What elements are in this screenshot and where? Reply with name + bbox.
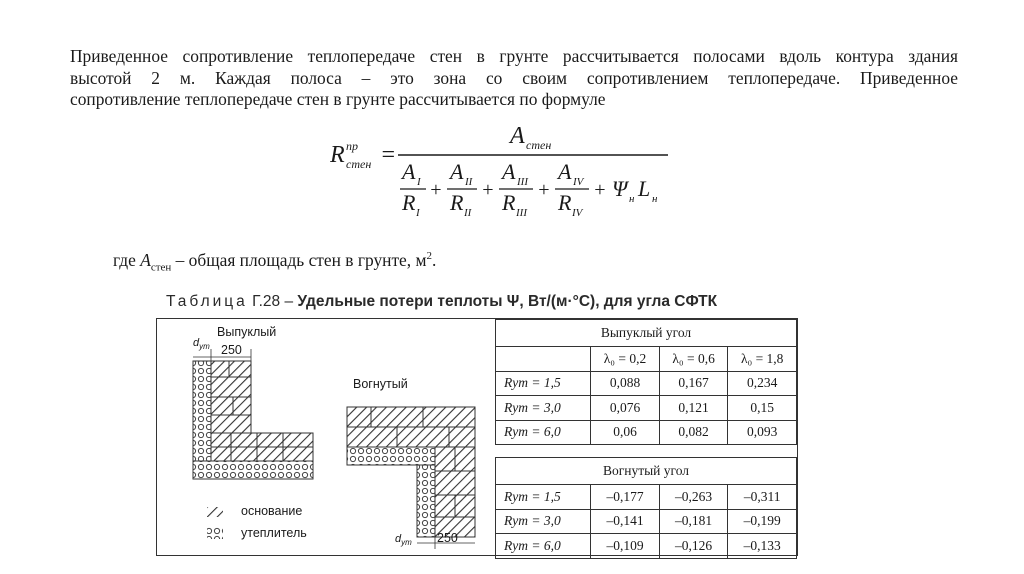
table-caption-word: Таблица	[166, 293, 248, 310]
empty-corner-cell	[496, 347, 591, 372]
plus-1: +	[429, 179, 443, 201]
lambda-header: λ₀ = 0,2	[591, 347, 660, 372]
legend-base-label: основание	[241, 504, 303, 518]
lhs-sub: стен	[346, 157, 372, 171]
numerator-symbol: A	[510, 123, 525, 149]
formula-explanation: где $A_{стен}$ – общая площадь стен в грунте, $м^2$.	[113, 250, 437, 274]
paragraph-line-2: высотой 2 м. Каждая полоса – это зона со своим сопротивлением теплопередаче. Приведенное	[70, 67, 958, 88]
svg-text:III: III	[516, 207, 527, 219]
equals-sign: =	[380, 142, 397, 168]
lambda-header: λ₀ = 1,8	[728, 347, 797, 372]
table-row: Rут = 6,0 –0,109 –0,126 –0,133	[496, 534, 797, 559]
svg-text:R: R	[558, 190, 572, 215]
plus-2: +	[481, 179, 495, 201]
concave-corner-drawing	[347, 407, 475, 549]
legend-insulation-label: утеплитель	[241, 526, 307, 540]
svg-text:A: A	[502, 159, 516, 184]
paragraph-line-1: Приведенное сопротивление теплопередаче стен в грунте рассчитывается полосами вдоль контура здания	[70, 46, 958, 66]
table-caption-title: Удельные потери теплоты Ψ, Вт/(м·°С), для угла СФТК	[297, 293, 718, 310]
lambda-header: λ₀ = 0,6	[659, 347, 728, 372]
concave-dimension: 250	[437, 531, 458, 545]
lhs-sup: пр	[346, 139, 358, 153]
concave-label: Вогнутый	[353, 377, 408, 391]
numerator-sub: стен	[526, 138, 552, 152]
convex-label: Выпуклый	[217, 325, 277, 339]
term-4	[555, 159, 589, 219]
table-row: Rут = 3,0 0,076 0,121 0,15	[496, 396, 797, 421]
resistance-formula	[330, 122, 670, 222]
plus-4: +	[593, 179, 607, 201]
term-psi	[612, 176, 658, 205]
svg-text:IV: IV	[572, 207, 583, 219]
svg-text:Ψ: Ψ	[612, 176, 628, 201]
svg-text:A: A	[558, 159, 572, 184]
convex-d-label: $d_{ут}$	[193, 337, 210, 352]
svg-text:L: L	[638, 176, 651, 201]
svg-text:A: A	[402, 159, 416, 184]
svg-text:н: н	[629, 193, 635, 205]
convex-corner-drawing	[193, 349, 313, 479]
legend-insulation-swatch	[207, 527, 223, 539]
svg-text:R: R	[402, 190, 416, 215]
term-1	[400, 159, 426, 219]
svg-text:R: R	[502, 190, 516, 215]
legend-base-swatch	[207, 507, 223, 517]
table-row: Rут = 1,5 –0,177 –0,263 –0,311	[496, 485, 797, 510]
convex-dimension: 250	[221, 343, 242, 357]
lhs-symbol: R	[330, 142, 345, 168]
svg-text:н: н	[652, 193, 658, 205]
corner-drawing	[157, 319, 495, 555]
table-caption-number: Г.28 –	[252, 293, 298, 310]
heat-loss-table	[495, 319, 797, 559]
svg-text:A: A	[450, 159, 464, 184]
term-3	[499, 159, 533, 219]
svg-text:R: R	[450, 190, 464, 215]
table-row: Rут = 6,0 0,06 0,082 0,093	[496, 420, 797, 445]
plus-3: +	[537, 179, 551, 201]
svg-text:I: I	[416, 207, 420, 219]
svg-text:III: III	[517, 176, 528, 188]
intro-paragraph	[70, 46, 958, 111]
paragraph-line-3: сопротивление теплопередаче стен в грунте рассчитывается по формуле	[70, 89, 606, 109]
legend	[207, 507, 223, 539]
svg-text:II: II	[465, 176, 473, 188]
heat-loss-table-figure	[156, 318, 798, 556]
table-caption	[166, 293, 717, 311]
table-row: Rут = 3,0 –0,141 –0,181 –0,199	[496, 509, 797, 534]
term-2	[447, 159, 477, 219]
svg-text:I: I	[417, 176, 421, 188]
svg-text:IV: IV	[573, 176, 584, 188]
concave-d-label: $d_{ут}$	[395, 533, 412, 548]
table-row: Rут = 1,5 0,088 0,167 0,234	[496, 371, 797, 396]
concave-header: Вогнутый угол	[496, 458, 797, 485]
svg-text:II: II	[464, 207, 472, 219]
convex-header: Выпуклый угол	[496, 320, 797, 347]
